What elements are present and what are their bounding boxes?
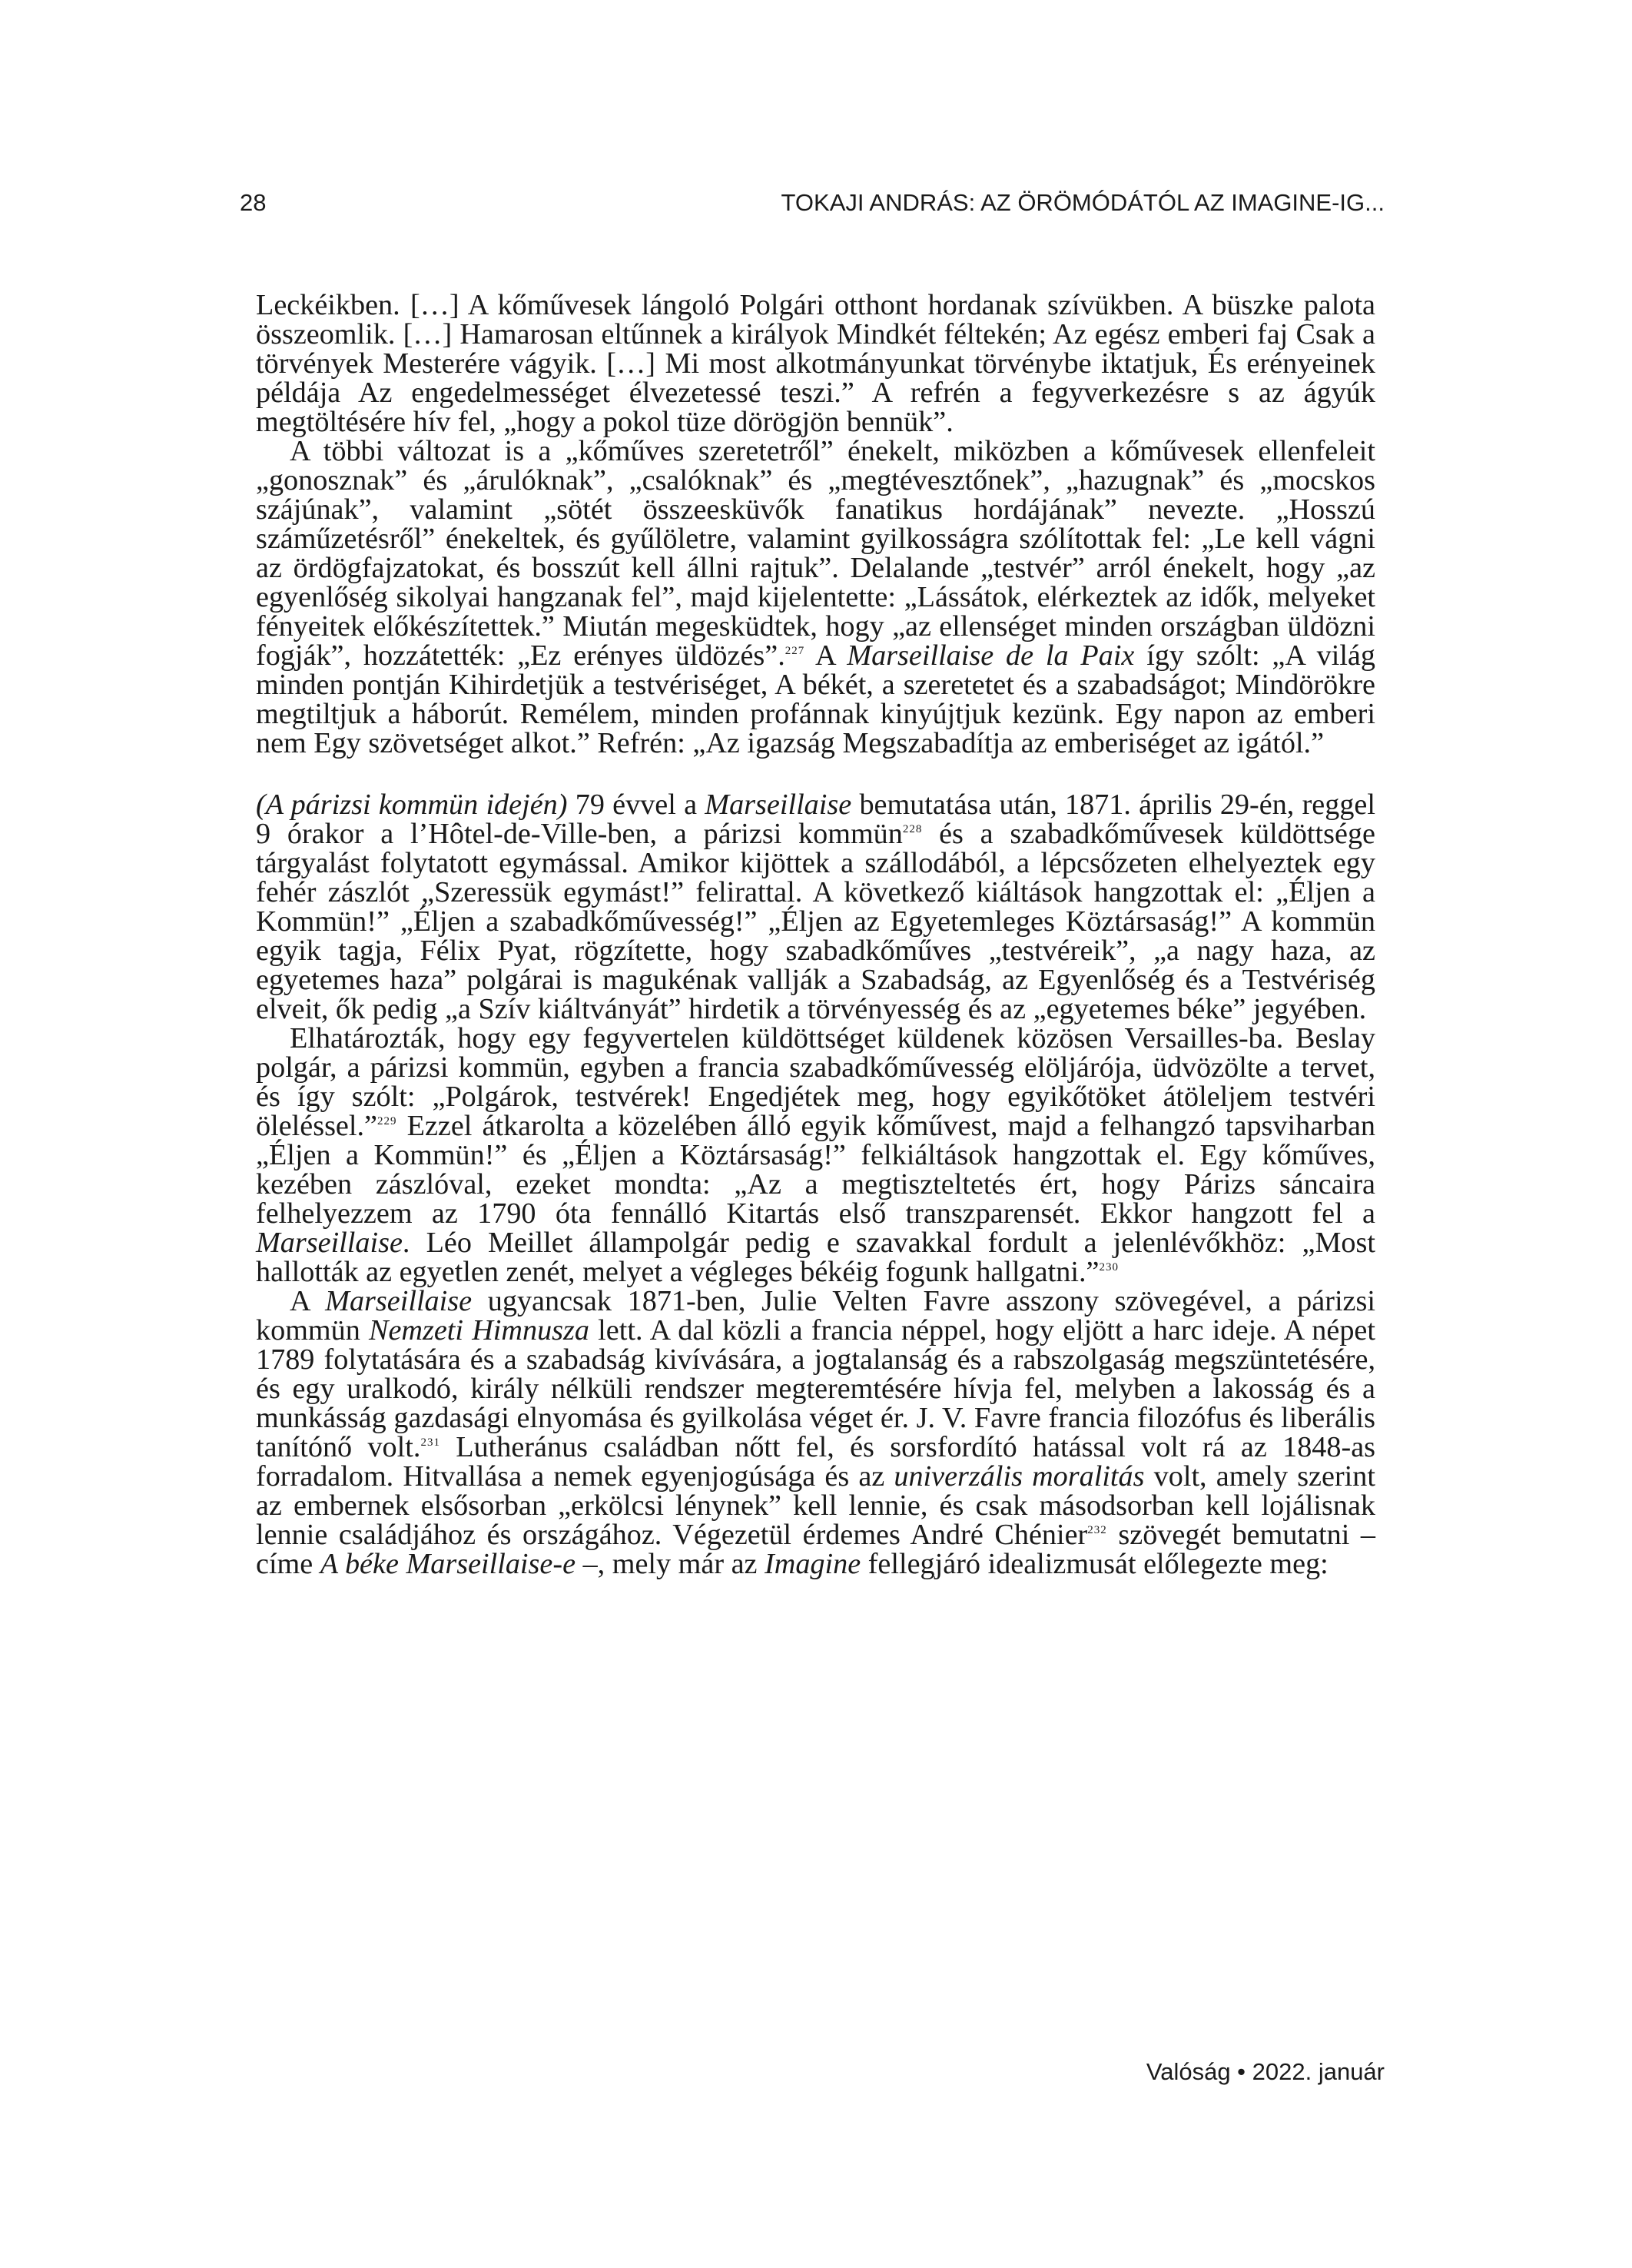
text-run: ugyancsak 1871-ben, Julie Velten Favre asszony szövegével, a párizsi kommün: [256, 1285, 1375, 1347]
text-run: –, mely már az: [576, 1548, 765, 1580]
running-foot: Valóság • 2022. január: [1146, 2058, 1385, 2085]
text-run: így szólt: „A világ minden pontján Kihirdetjük a testvériséget, A békét, a szeretetet és a szabadságot; Mindörökre megtiltjuk a háborút. Remélem, minden profánnak kinyújtjuk kezünk. Egy napon az emberi nem Egy szövetséget alkot.” Refrén: „Az igazság Megszabadítja az emberiséget az igától.”: [256, 639, 1375, 759]
text-run: A: [290, 1285, 326, 1317]
text-run: Lutheránus családban nőtt fel, és sorsfordító hatással volt rá az 1848-as forradalom. Hitvallása a nemek egyenjogúsága és az: [256, 1431, 1376, 1493]
paragraph-1: Leckéikben. […] A kőművesek lángoló Polgári otthont hordanak szívükben. A büszke palota összeomlik. […] Hamarosan eltűnnek a királyok Mindkét féltekén; Az egész emberi faj Csak a törvények Mesterére vágyik. […] Mi most alkotmányunkat törvénybe iktatjuk, És erényeinek példája Az engedelmességet élvezetessé teszi.” A refrén a fegyverkezésre s az ágyúk megtöltésére hív fel, „hogy a pokol tüze dörögjön bennük”.: [256, 289, 1375, 438]
work-title-a-beke-marseillaise-e: A béke Marseillaise-e: [320, 1548, 576, 1580]
paragraph-2: [256, 437, 1375, 758]
footnote-ref-230: 230: [1099, 1261, 1119, 1273]
text-run: Elhatározták, hogy egy fegyvertelen küldöttséget küldenek közösen Versailles-ba. Beslay polgár, a párizsi kommün, egyben a francia szabadkőművesség elöljárója, üdvözölte a tervet, és így szólt: „Polgárok, testvérek! Engedjétek meg, hogy egyikőtöket átöleljem testvéri öleléssel.”: [256, 1022, 1375, 1142]
text-run: volt, amely szerint az embernek elsősorban „erkölcsi lénynek” kell lennie, és csak másodsorban kell lojálisnak lennie családjához és országához. Végezetül érdemes André Chénier: [256, 1460, 1375, 1551]
footnote-ref-229: 229: [377, 1115, 397, 1127]
article-body: [256, 291, 1375, 1579]
work-title-imagine: Imagine: [765, 1548, 861, 1580]
work-title-marseillaise-de-la-paix: Marseillaise de la Paix: [847, 639, 1135, 672]
work-title-marseillaise: Marseillaise: [705, 789, 852, 821]
text-run: bemutatása után, 1871. április 29-én, reggel 9 órakor a l’Hôtel-de-Ville-ben, a párizsi kommün: [256, 789, 1375, 850]
paragraph-3: [256, 790, 1375, 1024]
work-title-marseillaise: Marseillaise: [256, 1227, 403, 1259]
footnote-ref-231: 231: [420, 1436, 440, 1449]
paragraph-5: [256, 1287, 1375, 1579]
term-univerzalis-moralitas: univerzális moralitás: [894, 1460, 1145, 1493]
text-run: A többi változat is a „kőműves szeretetről” énekelt, miközben a kőművesek ellenfeleit „gonosznak” és „árulóknak”, „csalóknak” és „megtévesztőnek”, „hazugnak” és „mocskos szájúnak”, valamint „sötét összeesküvők fanatikus hordájának” nevezte. „Hosszú száműzetésről” énekeltek, és gyűlöletre, valamint gyilkosságra szólítottak fel: „Le kell vágni az ördögfajzatokat, és bosszút kell állni rajtuk”. Delalande „testvér” arról énekelt, hogy „az egyenlőség sikolyai hangzanak fel”, majd kijelentette: „Lássátok, elérkeztek az idők, melyeket fényeitek előkészítettek.” Miután megesküdtek, hogy „az ellenséget minden országban üldözni fogják”, hozzátették: „Ez erényes üldözés”.: [256, 435, 1375, 672]
page-number: 28: [240, 189, 267, 216]
running-title: TOKAJI ANDRÁS: AZ ÖRÖMÓDÁTÓL AZ IMAGINE-IG...: [781, 189, 1385, 216]
footnote-ref-228: 228: [902, 823, 923, 835]
footnote-ref-227: 227: [784, 645, 805, 657]
work-title-nemzeti-himnusza: Nemzeti Himnusza: [368, 1314, 589, 1347]
section-lead: (A párizsi kommün idején): [256, 789, 568, 821]
text-run: 79 évvel a: [567, 789, 705, 821]
work-title-marseillaise: Marseillaise: [325, 1285, 473, 1317]
text-run: fellegjáró idealizmusát előlegezte meg:: [861, 1548, 1328, 1580]
paragraph-4: [256, 1024, 1375, 1287]
text-run: Ezzel átkarolta a közelében álló egyik kőművest, majd a felhangzó tapsviharban „Éljen a Kommün!” és „Éljen a Köztársaság!” felkiáltások hangzottak el. Egy kőműves, kezében zászlóval, ezeket mondta: „Az a megtiszteltetés ért, hogy Párizs sáncaira felhelyezzem az 1790 óta fennálló Kitartás első transzparensét. Ekkor hangzott fel a: [256, 1110, 1375, 1230]
running-head: [240, 188, 1385, 218]
text-run: szövegét bemutatni – címe: [256, 1519, 1375, 1580]
text-run: A: [804, 639, 848, 672]
footnote-ref-232: 232: [1087, 1524, 1107, 1536]
text-run: és a szabadkőművesek küldöttsége tárgyalást folytatott egymással. Amikor kijöttek a szállodából, a lépcsőzeten elhelyeztek egy fehér zászlót „Szeressük egymást!” felirattal. A következő kiáltások hangzottak el: „Éljen a Kommün!” „Éljen a szabadkőművesség!” „Éljen az Egyetemleges Köztársaság!” A kommün egyik tagja, Félix Pyat, rögzítette, hogy szabadkőműves „testvéreik”, „a nagy haza, az egyetemes haza” polgárai is magukénak vallják a Szabadság, az Egyenlőség és a Testvériség elveit, ők pedig „a Szív kiáltványát” hirdetik a törvényesség és az „egyetemes béke” jegyében.: [256, 818, 1375, 1025]
text-run: . Léo Meillet állampolgár pedig e szavakkal fordult a jelenlévőkhöz: „Most hallották az egyetlen zenét, melyet a végleges békéig fogunk hallgatni.”: [256, 1227, 1375, 1288]
text-run: lett. A dal közli a francia néppel, hogy eljött a harc ideje. A népet 1789 folytatására és a szabadság kivívására, a jogtalanság és a rabszolgaság megszüntetésére, és egy uralkodó, király nélküli rendszer megteremtésére hívja fel, melyben a lakosság és a munkásság gazdasági elnyomása és gyilkolása véget ér. J. V. Favre francia filozófus és liberális tanítónő volt.: [256, 1314, 1375, 1463]
